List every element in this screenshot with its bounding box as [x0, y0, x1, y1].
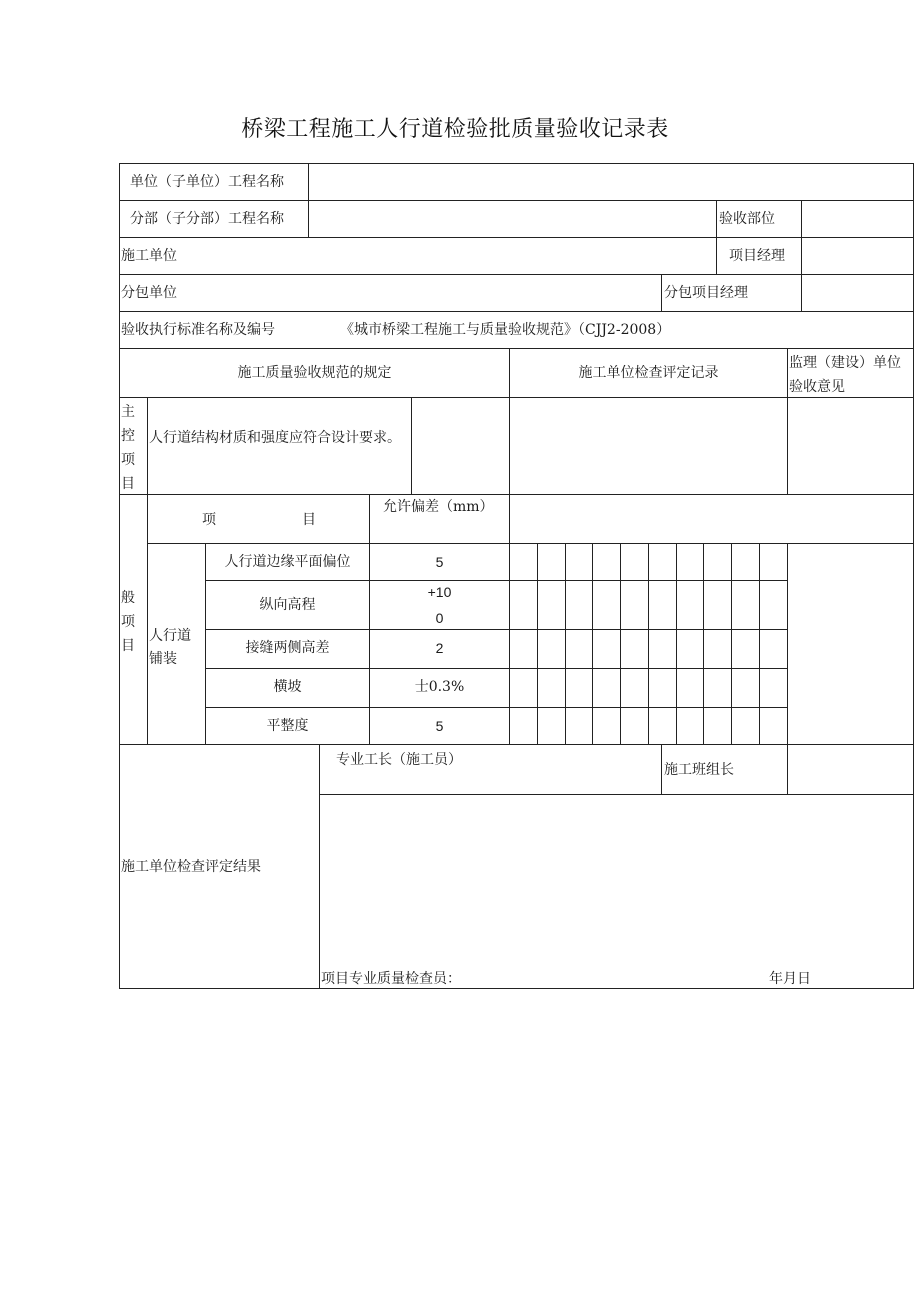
subcontract-manager-label: 分包项目经理 [664, 285, 748, 301]
supervision-column-header-line2: 验收意见 [789, 379, 845, 395]
col-divider [716, 200, 717, 274]
table-border-top [119, 163, 914, 164]
foreman-label: 专业工长（施工员） [336, 752, 462, 768]
row-name-flatness: 平整度 [266, 718, 309, 734]
row-divider [119, 274, 914, 275]
col-divider [787, 543, 788, 745]
record-grid-line [648, 543, 649, 745]
team-leader-label: 施工班组长 [664, 762, 734, 778]
item-header-b: 目 [302, 512, 316, 528]
row-divider [119, 311, 914, 312]
row-divider [119, 348, 914, 349]
main-control-item: 人行道结构材质和强度应符合设计要求。 [149, 430, 401, 446]
main-control-label-3: 项 [121, 452, 135, 468]
row-name-joint-height: 接缝两侧高差 [245, 640, 330, 656]
general-label-3: 目 [121, 638, 135, 654]
record-grid-line [759, 543, 760, 745]
record-grid-line [620, 543, 621, 745]
col-divider [509, 348, 510, 745]
col-divider [147, 397, 148, 745]
row-tolerance-flatness: 5 [435, 718, 444, 734]
general-label-1: 般 [121, 590, 135, 606]
col-divider [411, 397, 412, 494]
supervision-column-header-line1: 监理（建设）单位 [789, 355, 901, 371]
date-label: 年月日 [769, 971, 811, 987]
row-divider [205, 629, 788, 630]
col-divider [787, 348, 788, 494]
spec-column-header: 施工质量验收规范的规定 [237, 365, 392, 381]
row-tolerance-elevation-1: +10 [427, 584, 452, 600]
row-divider [119, 200, 914, 201]
row-name-elevation: 纵向高程 [259, 597, 316, 613]
construction-unit-label: 施工单位 [121, 248, 177, 264]
row-tolerance-cross-slope: 士0.3% [414, 679, 465, 695]
main-control-label-4: 目 [121, 476, 135, 492]
page-title: 桥梁工程施工人行道检验批质量验收记录表 [241, 117, 669, 142]
main-control-label-1: 主 [121, 404, 135, 420]
tolerance-header: 允许偏差（mm） [383, 499, 494, 515]
main-control-label-2: 控 [121, 428, 135, 444]
row-divider [205, 707, 788, 708]
row-divider [119, 397, 914, 398]
col-divider [661, 274, 662, 311]
row-divider [319, 794, 914, 795]
table-border-bottom [119, 988, 914, 989]
subdivision-project-name-label: 分部（子分部）工程名称 [130, 211, 284, 227]
row-name-edge-offset: 人行道边缘平面偏位 [224, 554, 351, 570]
record-grid-line [565, 543, 566, 745]
record-grid-line [592, 543, 593, 745]
row-divider [119, 494, 914, 495]
row-divider [119, 744, 914, 745]
record-grid-line [703, 543, 704, 745]
item-header-a: 项 [202, 512, 216, 528]
row-divider [147, 543, 914, 544]
record-column-header: 施工单位检查评定记录 [578, 365, 719, 381]
group-label-paving: 人行道铺装 [149, 628, 191, 667]
row-divider [205, 668, 788, 669]
row-tolerance-edge-offset: 5 [435, 554, 444, 570]
col-divider [787, 744, 788, 794]
standard-label: 验收执行标准名称及编号 [121, 322, 275, 338]
standard-value: 《城市桥梁工程施工与质量验收规范》（CJJ2-2008） [340, 322, 671, 338]
record-grid-line [676, 543, 677, 745]
row-tolerance-elevation-2: 0 [435, 610, 444, 626]
col-divider [801, 200, 802, 311]
col-divider [319, 744, 320, 989]
acceptance-part-label: 验收部位 [719, 211, 775, 227]
col-divider [308, 163, 309, 237]
unit-project-name-label: 单位（子单位）工程名称 [130, 174, 284, 190]
record-grid-line [731, 543, 732, 745]
subcontract-unit-label: 分包单位 [121, 285, 177, 301]
col-divider [661, 744, 662, 794]
record-grid-line [537, 543, 538, 745]
inspector-label: 项目专业质量检查员： [321, 971, 461, 987]
row-tolerance-joint-height: 2 [435, 640, 444, 656]
project-manager-label: 项目经理 [729, 248, 785, 264]
table-border-left [119, 163, 120, 989]
result-label: 施工单位检查评定结果 [121, 859, 261, 875]
row-divider [205, 580, 788, 581]
table-border-right [913, 163, 914, 989]
general-label-2: 项 [121, 614, 135, 630]
row-divider [119, 237, 914, 238]
row-name-cross-slope: 横坡 [273, 679, 302, 695]
